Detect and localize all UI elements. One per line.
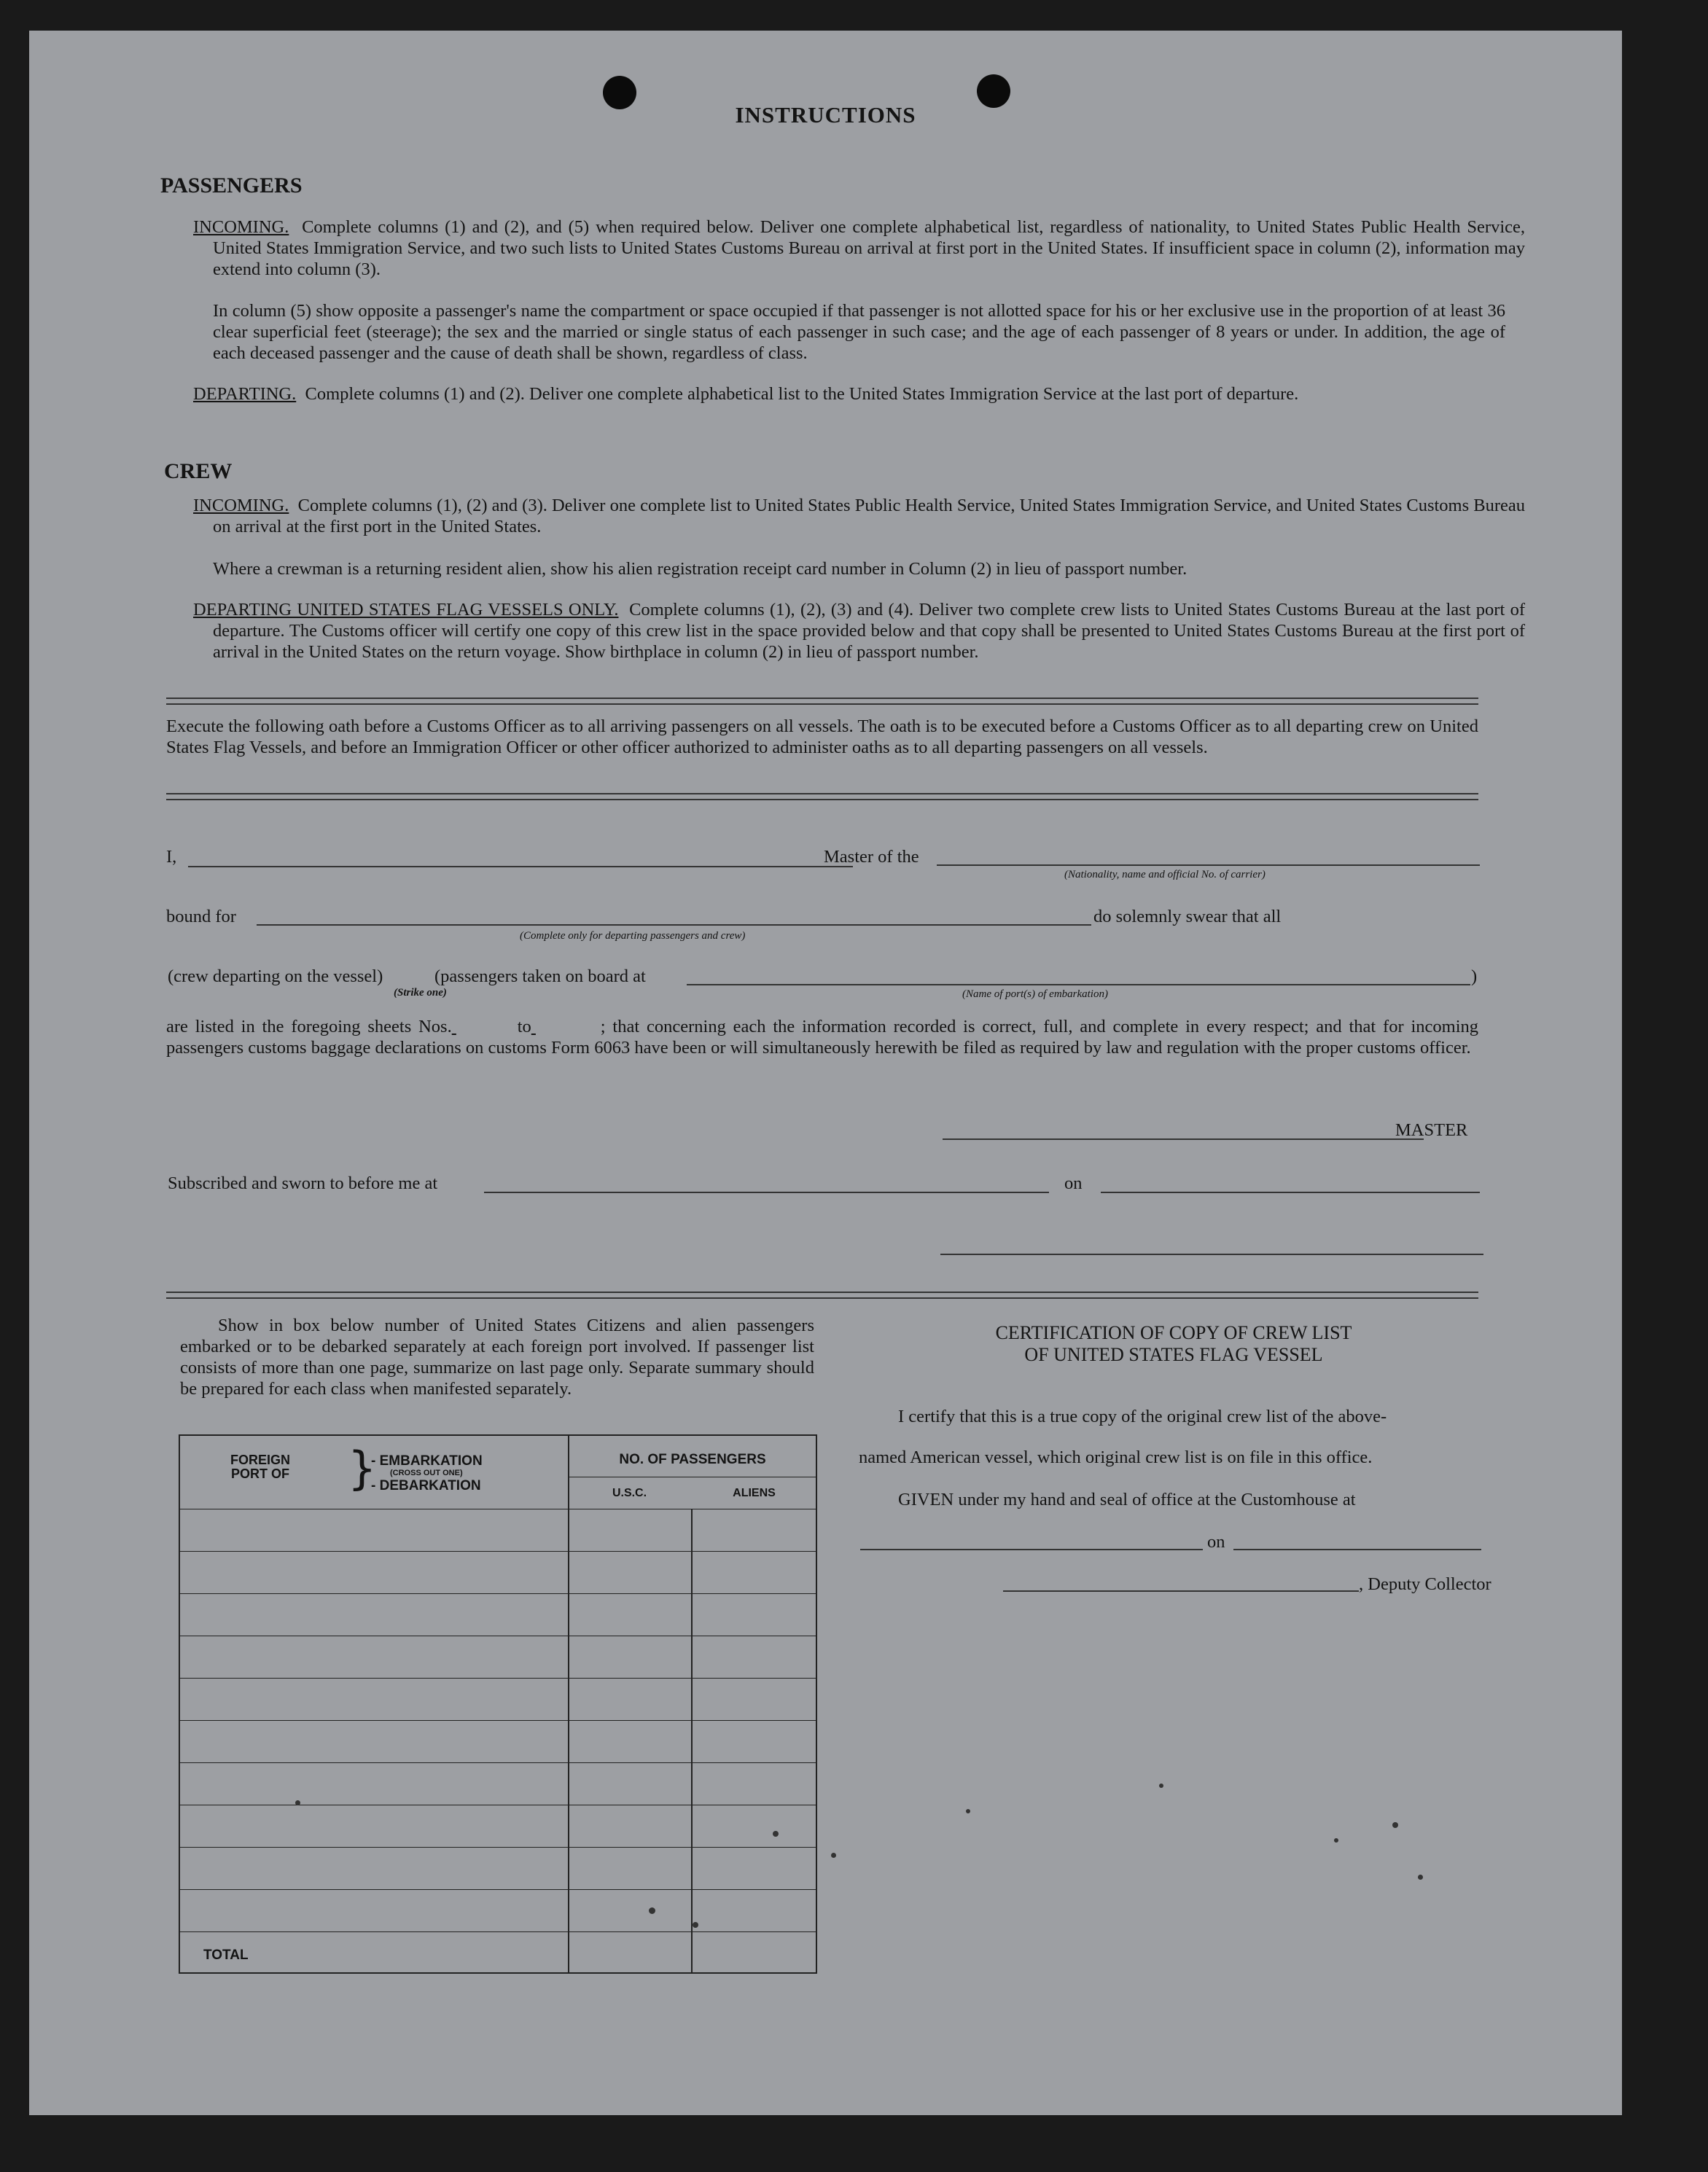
deputy-collector-signature-field[interactable]: [1003, 1590, 1359, 1592]
master-of-label: Master of the: [824, 847, 919, 867]
master-name-field[interactable]: [188, 866, 853, 867]
foreign-port-header: FOREIGN PORT OF: [230, 1453, 290, 1481]
certify-line1: I certify that this is a true copy of the original crew list of the above-: [898, 1407, 1387, 1426]
passengers-departing-text: Complete columns (1) and (2). Deliver one complete alphabetical list to the United States Immigration Service at the last port of departure.: [305, 384, 1299, 404]
debarkation-label: - DEBARKATION: [371, 1478, 481, 1493]
nationality-caption: (Nationality, name and official No. of carrier): [1064, 869, 1266, 880]
passengers-departing-paragraph: [193, 383, 1525, 405]
passenger-summary-table: [179, 1434, 817, 1974]
bound-for-field[interactable]: [257, 924, 1091, 926]
officer-signature-field[interactable]: [940, 1254, 1483, 1255]
passengers-incoming-paragraph: [193, 216, 1525, 280]
subscribed-label: Subscribed and sworn to before me at: [168, 1173, 438, 1193]
scan-speck: [1392, 1822, 1398, 1828]
page-title: INSTRUCTIONS: [735, 102, 916, 128]
scan-speck: [773, 1831, 779, 1837]
usc-header: U.S.C.: [612, 1487, 647, 1499]
certification-date-field[interactable]: [1233, 1549, 1481, 1550]
complete-only-caption: (Complete only for departing passengers and crew): [520, 930, 746, 942]
aliens-header: ALIENS: [733, 1487, 776, 1499]
no-of-passengers-header: NO. OF PASSENGERS: [619, 1452, 766, 1467]
sheet-from-field[interactable]: [452, 1016, 518, 1037]
passengers-taken-option: (passengers taken on board at: [434, 966, 646, 986]
total-label: TOTAL: [203, 1948, 249, 1963]
oath-i-label: I,: [166, 847, 177, 867]
sheet-to-field[interactable]: [531, 1016, 601, 1037]
sworn-date-field[interactable]: [1101, 1192, 1480, 1193]
scan-speck: [693, 1922, 698, 1928]
crew-incoming-text: Complete columns (1), (2) and (3). Deliver one complete list to United States Public Health Service, United States Immigration Service, and United States Customs Bureau on arrival at the first port in the United States.: [213, 496, 1526, 536]
sworn-place-field[interactable]: [484, 1192, 1049, 1193]
certification-heading-line1: CERTIFICATION OF COPY OF CREW LIST: [995, 1322, 1352, 1343]
listed-paragraph: [166, 1016, 1478, 1058]
strike-one-caption: (Strike one): [394, 987, 447, 999]
bound-for-label: bound for: [166, 907, 236, 926]
embarkation-ports-field[interactable]: [687, 984, 1470, 985]
do-solemnly-label: do solemnly swear that all: [1093, 907, 1282, 926]
crew-departing-text: Complete columns (1), (2), (3) and (4). Deliver two complete crew lists to United States Customs Bureau at the last port of departure. The Customs officer will certify one copy of this crew list in the space provided below and that copy shall be presented to United States Customs Bureau at the first port of arrival in the United States on the return voyage. Show birthplace in column (2) in lieu of passport number.: [213, 600, 1525, 662]
crew-departing-paragraph: [193, 599, 1525, 663]
carrier-field[interactable]: [937, 864, 1480, 866]
certify-line2: named American vessel, which original crew list is on file in this office.: [859, 1448, 1373, 1467]
certification-on-label: on: [1207, 1532, 1225, 1552]
crew-departing-option: (crew departing on the vessel): [168, 966, 383, 986]
listed-part1: are listed in the foregoing sheets Nos.: [166, 1017, 452, 1036]
crew-incoming-label: INCOMING.: [193, 496, 289, 515]
passengers-heading: PASSENGERS: [160, 173, 303, 198]
scan-speck: [1159, 1784, 1163, 1788]
scan-speck: [966, 1809, 970, 1813]
certification-heading-line2: OF UNITED STATES FLAG VESSEL: [1024, 1344, 1323, 1365]
listed-to: to: [517, 1017, 531, 1036]
certification-heading: [867, 1322, 1480, 1366]
ports-caption: (Name of port(s) of embarkation): [962, 988, 1108, 1000]
cross-out-label: (CROSS OUT ONE): [390, 1469, 463, 1477]
crew-departing-label: DEPARTING UNITED STATES FLAG VESSELS ONLY.: [193, 600, 619, 620]
brace-icon: }: [348, 1442, 377, 1495]
given-line: GIVEN under my hand and seal of office at the Customhouse at: [898, 1490, 1356, 1509]
scan-speck: [295, 1800, 300, 1805]
scan-speck: [1334, 1838, 1338, 1843]
customhouse-field[interactable]: [860, 1549, 1203, 1550]
divider: [166, 698, 1478, 705]
scan-speck: [649, 1907, 655, 1914]
embarkation-label: - EMBARKATION: [371, 1453, 483, 1469]
sworn-on-label: on: [1064, 1173, 1083, 1193]
listed-part2: ; that concerning each the information recorded is correct, full, and complete in every respect; and that for incoming passengers customs baggage declarations on customs Form 6063 have been or will simultaneously herewith be filed as required by law and regulation with the proper customs officer.: [166, 1017, 1478, 1058]
form-page: [29, 31, 1622, 2115]
crew-heading: CREW: [164, 459, 233, 483]
passengers-column5-paragraph: In column (5) show opposite a passenger's name the compartment or space occupied if that passenger is not allotted space for his or her exclusive use in the proportion of at least 36 clear superficial feet (steerage); the sex and the married or single status of each passenger in such case; and the age of each passenger of 8 years or under. In addition, the age of each deceased passenger and the cause of death shall be shown, regardless of class.: [213, 301, 1505, 363]
summary-instruction: Show in box below number of United States Citizens and alien passengers embarked or to be debarked separately at each foreign port involved. If passenger list consists of more than one page, summarize on last page only. Separate summary should be prepared for each class when manifested separately.: [180, 1316, 814, 1399]
passengers-incoming-text: Complete columns (1) and (2), and (5) when required below. Deliver one complete alphabetical list, regardless of nationality, to United States Public Health Service, United States Immigration Service, and two such lists to United States Customs Bureau on arrival at first port in the United States. If insufficient space in column (2), information may extend into column (3).: [213, 217, 1526, 279]
scan-speck: [831, 1853, 836, 1858]
passengers-incoming-label: INCOMING.: [193, 217, 289, 237]
deputy-collector-label: , Deputy Collector: [1359, 1574, 1491, 1594]
master-signature-field[interactable]: [943, 1138, 1424, 1140]
scan-speck: [1418, 1875, 1423, 1880]
divider: [166, 1292, 1478, 1299]
passengers-departing-label: DEPARTING.: [193, 384, 297, 404]
divider: [166, 793, 1478, 800]
oath-instruction: Execute the following oath before a Customs Officer as to all arriving passengers on all vessels. The oath is to be executed before a Customs Officer as to all departing crew on United States Flag Vessels, and before an Immigration Officer or other officer authorized to administer oaths as to all departing passengers on all vessels.: [166, 716, 1478, 757]
crew-incoming-paragraph: [193, 495, 1525, 537]
master-label: MASTER: [1395, 1120, 1468, 1140]
crew-resident-paragraph: Where a crewman is a returning resident alien, show his alien registration receipt card number in Column (2) in lieu of passport number.: [213, 559, 1188, 579]
close-paren: ): [1471, 966, 1478, 986]
